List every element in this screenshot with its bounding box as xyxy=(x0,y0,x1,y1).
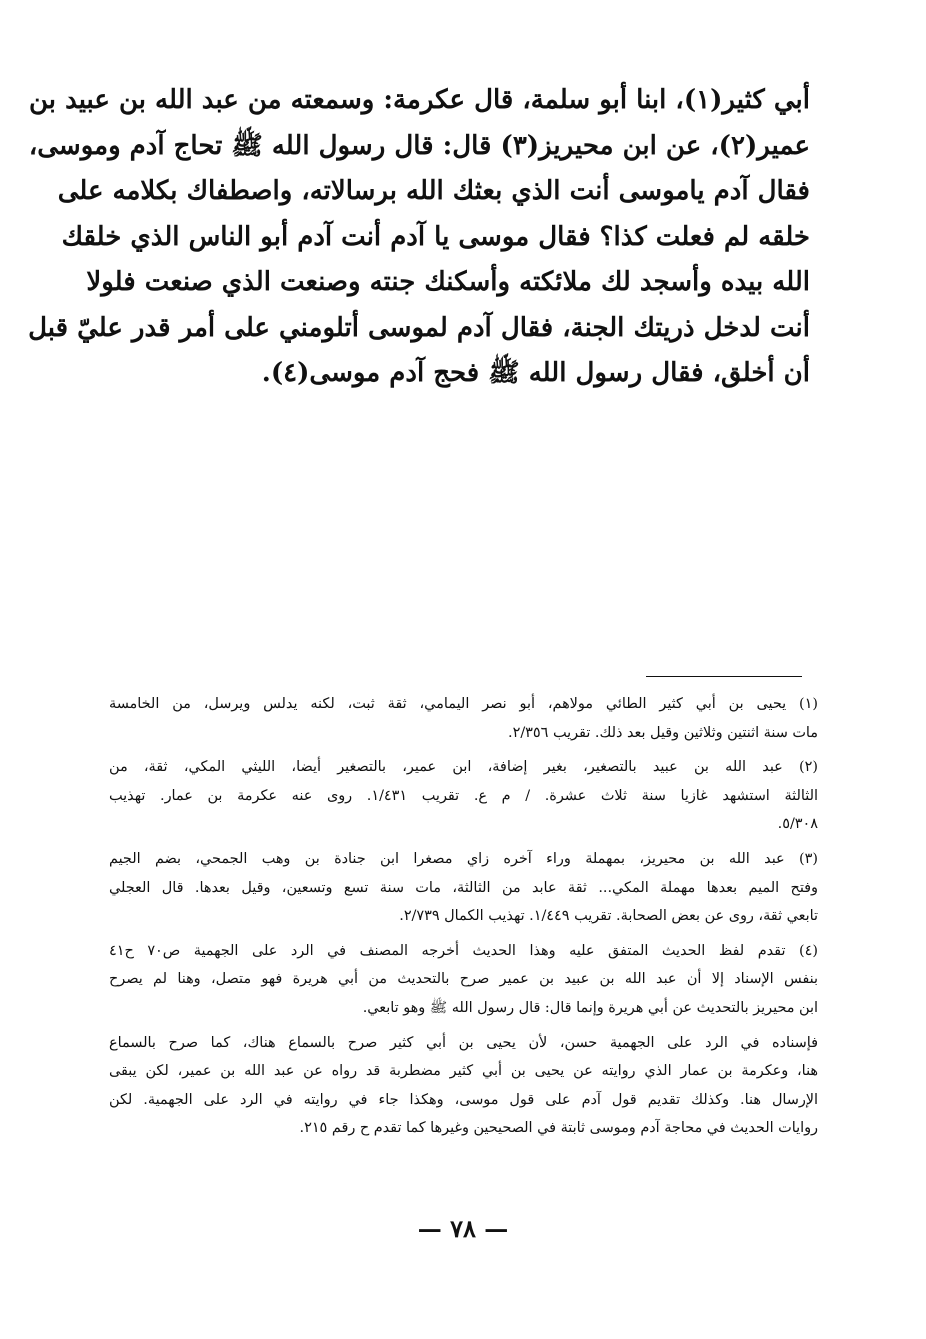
footnote-1 xyxy=(109,690,818,747)
footnote-line: ابن محيريز بالتحديث عن أبي هريرة وإنما قال: قال رسول الله ﷺ وهو تابعي. xyxy=(362,999,818,1016)
footnotes-block xyxy=(109,690,818,1149)
footnote-line: الثالثة استشهد غازيا سنة ثلاث عشرة. / م ع. تقريب ١/٤٣١. روى عنه عكرمة بن عمار. تهذيب xyxy=(109,787,819,804)
footnote-line: هنا، وعكرمة بن عمار الذي روايته عن يحيى بن أبي كثير مضطربة قد رواه عن عبد الله بن عمير، لكن يبقى xyxy=(109,1063,818,1080)
footnote-line: (٣) عبد الله بن محيريز، بمهملة وراء آخره زاي مصغرا ابن جنادة بن وهب الجمحي، بضم الجيم xyxy=(109,850,818,867)
main-text-line: الله بيده وأسجد لك ملائكته وأسكنك جنته وصنعت الذي صنعت فلولا xyxy=(86,267,810,297)
footnote-2 xyxy=(109,753,818,839)
main-text-line: أن أخلق، فقال رسول الله ﷺ فحج آدم موسى(٤). xyxy=(261,358,810,388)
page-number: — ٧٨ — xyxy=(417,1214,509,1243)
footnote-line: الإرسال هنا. وكذلك تقديم قول آدم على قول موسى، وهكذا جاء في روايته في الرد على الجهمية. لكن xyxy=(109,1091,818,1108)
main-text-line: عمير(٢)، عن ابن محيريز(٣) قال: قال رسول الله ﷺ تحاج آدم وموسى، xyxy=(28,130,810,161)
footnote-4-continued xyxy=(109,1029,818,1143)
footnote-line: تابعي ثقة، روى عن بعض الصحابة. تقريب ١/٤٤٩. تهذيب الكمال ٢/٧٣٩. xyxy=(399,908,818,925)
footnote-line: (٢) عبد الله بن عبيد بالتصغير، بغير إضافة، ابن عمير، بالتصغير أيضا، الليثي المكي، ثقة، من xyxy=(109,759,818,776)
main-text-line: أنت لدخل ذريتك الجنة، فقال آدم لموسى أتلومني على أمر قدر عليّ قبل xyxy=(28,312,810,343)
footnote-3 xyxy=(109,845,818,931)
footnote-line: فإسناده في الرد على الجهمية حسن، لأن يحيى بن أبي كثير صرح بالسماع هناك، كما صرح بالسماع xyxy=(109,1034,818,1051)
footnote-4 xyxy=(109,937,818,1023)
footnote-line: وفتح الميم بعدها مهملة المكي... ثقة عابد من الثالثة، مات سنة تسع وتسعين، وقيل بعدها. قال العجلي xyxy=(109,879,818,896)
footnote-line: ٥/٣٠٨. xyxy=(777,816,818,833)
footnote-line: مات سنة اثنتين وثلاثين وقيل بعد ذلك. تقريب ٢/٣٥٦. xyxy=(508,724,818,741)
footnote-line: بنفس الإسناد إلا أن عبد الله بن عبيد بن عمير صرح بالتحديث من أبي هريرة فهو متصل، وهنا لم يصرح xyxy=(109,971,818,988)
footnote-line: (١) يحيى بن أبي كثير الطائي مولاهم، أبو نصر اليمامي، ثقة ثبت، لكنه يدلس ويرسل، من الخامسة xyxy=(109,696,818,712)
main-text-line: أبي كثير(١)، ابنا أبو سلمة، قال عكرمة: وسمعته من عبد الله بن عبيد بن xyxy=(28,85,810,115)
main-text-block xyxy=(28,78,810,397)
main-text-line: فقال آدم ياموسى أنت الذي بعثك الله برسالاته، واصطفاك بكلامه على xyxy=(57,176,810,206)
footnote-line: (٤) تقدم لفظ الحديث المتفق عليه وهذا الحديث أخرجه المصنف في الرد على الجهمية ص٧٠ ح٤١ xyxy=(109,942,818,959)
main-text-line: خلقه لم فعلت كذا؟ فقال موسى يا آدم أنت آدم أبو الناس الذي خلقك xyxy=(61,221,810,252)
footnote-separator xyxy=(646,676,802,677)
footnote-line: روايات الحديث في محاجة آدم وموسى ثابتة في الصحيحين وغيرها كما تقدم ح رقم ٢١٥. xyxy=(299,1120,818,1137)
